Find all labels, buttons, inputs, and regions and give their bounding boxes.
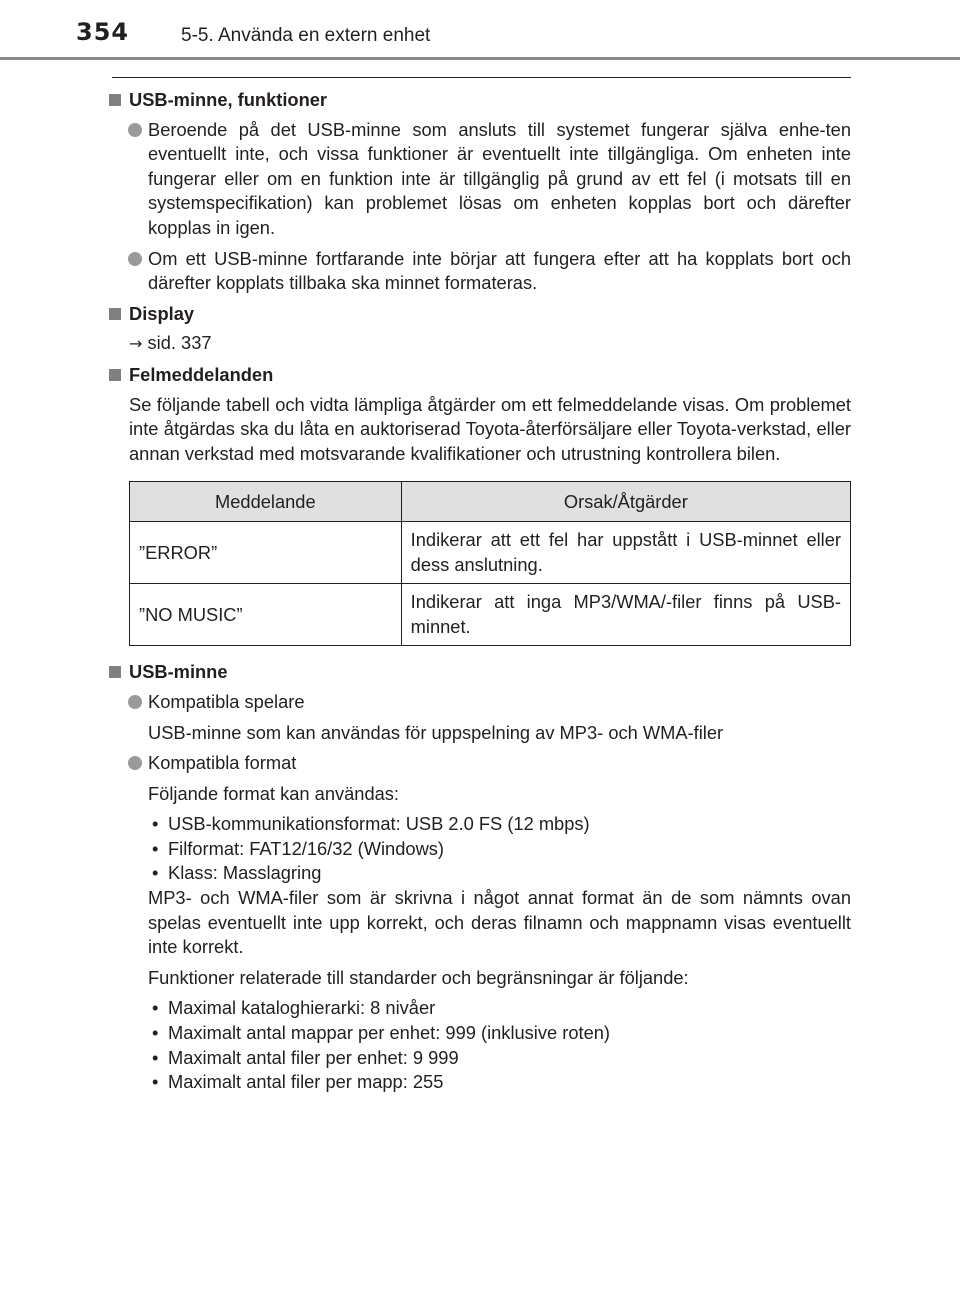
header-divider: [0, 57, 960, 60]
heading-display: Display: [108, 302, 851, 327]
bullet-compatible-players: Kompatibla spelare: [108, 690, 851, 715]
limits-intro: Funktioner relaterade till standarder och begränsningar är följande:: [148, 966, 689, 988]
formats-list: [108, 812, 851, 886]
list-item: • Klass: Masslagring: [148, 861, 851, 886]
bullet-usb-format: Om ett USB-minne fortfarande inte börjar att fungera efter att ha kopplats bort och därefter kopplats tillbaka ska minnet formateras.: [108, 247, 851, 296]
table-row: [130, 522, 851, 584]
display-reference: [108, 331, 851, 357]
table-row: [130, 584, 851, 646]
arrow-right-icon: →: [129, 334, 143, 354]
table-header-message: Meddelande: [130, 482, 402, 522]
list-item: • Maximalt antal mappar per enhet: 999 (inklusive roten): [148, 1021, 851, 1046]
table-header-cause: Orsak/Åtgärder: [401, 482, 850, 522]
list-item: • Maximalt antal filer per enhet: 9 999: [148, 1046, 851, 1071]
table-cell-cause: Indikerar att ett fel har uppstått i USB-minnet eller dess anslutning.: [401, 522, 850, 584]
heading-usb-functions: USB-minne, funktioner: [108, 88, 851, 113]
formats-intro: Följande format kan användas:: [148, 782, 400, 804]
list-item: • Filformat: FAT12/16/32 (Windows): [148, 837, 851, 862]
bullet-usb-compat: Beroende på det USB-minne som ansluts till systemet fungerar själva enhe-ten eventuellt inte, och vissa funktioner är eventuellt inte tillgängliga. Om enheten inte fungerar eller om en funktion inte är tillgänglig på grund av ett fel (i motsats till en systemspecifikation) kan problemet lösas om enheten kopplas bort och därefter kopplas in igen.: [108, 118, 851, 241]
error-messages-intro: Se följande tabell och vidta lämpliga åtgärder om ett felmeddelande visas. Om problemet inte åtgärdas ska du låta en auktoriserad Toyota-återförsäljare eller Toyota-verkstad, eller annan verkstad med motsvarande kvalifikationer och utrustning kontrollera bilen.: [129, 393, 851, 464]
formats-note: MP3- och WMA-filer som är skrivna i något annat format än de som nämnts ovan spelas eventuellt inte upp korrekt, och deras filnamn och mappnamn visas eventuellt inte korrekt.: [148, 887, 851, 958]
list-item: • Maximalt antal filer per mapp: 255: [148, 1070, 851, 1095]
list-item: • USB-kommunikationsformat: USB 2.0 FS (12 mbps): [148, 812, 851, 837]
table-header-row: [130, 482, 851, 522]
compatible-players-text: USB-minne som kan användas för uppspelning av MP3- och WMA-filer: [148, 721, 724, 743]
page-header: [0, 0, 960, 62]
page-reference-link[interactable]: sid. 337: [147, 332, 212, 354]
section-title: 5-5. Använda en extern enhet: [181, 25, 431, 46]
table-cell-message: ”NO MUSIC”: [130, 584, 402, 646]
table-cell-cause: Indikerar att inga MP3/WMA/-filer finns på USB-minnet.: [401, 584, 850, 646]
list-item: • Maximal kataloghierarki: 8 nivåer: [148, 996, 851, 1021]
limits-list: [108, 996, 851, 1094]
heading-error-messages: Felmeddelanden: [108, 363, 851, 388]
heading-usb-memory: USB-minne: [108, 660, 851, 685]
page-content: [108, 88, 851, 1095]
content-top-divider: [112, 77, 851, 78]
error-messages-table: [129, 481, 851, 646]
bullet-compatible-formats: Kompatibla format: [108, 751, 851, 776]
page-number: 354: [76, 18, 130, 46]
table-cell-message: ”ERROR”: [130, 522, 402, 584]
